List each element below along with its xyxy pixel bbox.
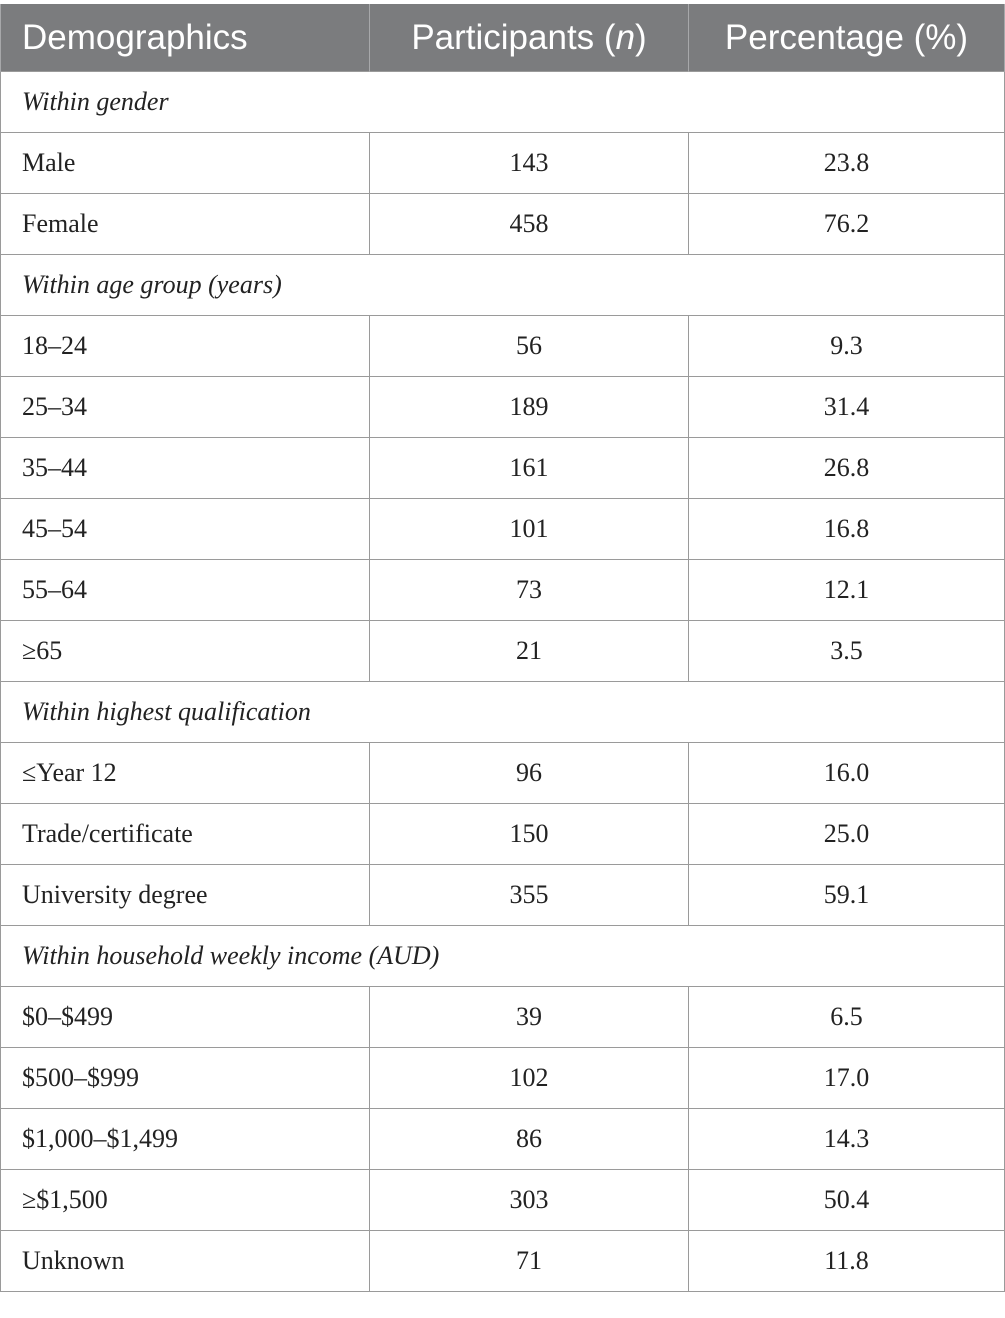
row-participants: 355 xyxy=(370,865,689,926)
table-row xyxy=(1,1231,1005,1292)
section-row xyxy=(1,926,1005,987)
row-percentage: 6.5 xyxy=(689,987,1005,1048)
row-label: Female xyxy=(1,194,370,255)
row-percentage: 31.4 xyxy=(689,377,1005,438)
header-row xyxy=(1,4,1005,72)
row-label: Male xyxy=(1,133,370,194)
row-label: ≤Year 12 xyxy=(1,743,370,804)
table-row xyxy=(1,194,1005,255)
table-row xyxy=(1,377,1005,438)
row-percentage: 76.2 xyxy=(689,194,1005,255)
table-row xyxy=(1,1109,1005,1170)
row-percentage: 12.1 xyxy=(689,560,1005,621)
row-label: $1,000–$1,499 xyxy=(1,1109,370,1170)
row-percentage: 17.0 xyxy=(689,1048,1005,1109)
row-percentage: 3.5 xyxy=(689,621,1005,682)
table-row xyxy=(1,1170,1005,1231)
table-row xyxy=(1,316,1005,377)
table-body xyxy=(1,72,1005,1292)
row-percentage: 16.8 xyxy=(689,499,1005,560)
row-label: ≥$1,500 xyxy=(1,1170,370,1231)
row-participants: 71 xyxy=(370,1231,689,1292)
table-header xyxy=(1,4,1005,72)
table-row xyxy=(1,499,1005,560)
row-label: Unknown xyxy=(1,1231,370,1292)
row-participants: 143 xyxy=(370,133,689,194)
section-title: Within age group (years) xyxy=(1,255,1005,316)
row-label: 55–64 xyxy=(1,560,370,621)
row-participants: 458 xyxy=(370,194,689,255)
row-participants: 101 xyxy=(370,499,689,560)
section-row xyxy=(1,72,1005,133)
row-percentage: 26.8 xyxy=(689,438,1005,499)
row-label: $500–$999 xyxy=(1,1048,370,1109)
row-percentage: 23.8 xyxy=(689,133,1005,194)
row-participants: 21 xyxy=(370,621,689,682)
row-percentage: 14.3 xyxy=(689,1109,1005,1170)
row-label: 18–24 xyxy=(1,316,370,377)
section-title: Within household weekly income (AUD) xyxy=(1,926,1005,987)
table-row xyxy=(1,743,1005,804)
header-participants-prefix: Participants ( xyxy=(411,17,616,57)
row-percentage: 59.1 xyxy=(689,865,1005,926)
section-title: Within gender xyxy=(1,72,1005,133)
row-participants: 39 xyxy=(370,987,689,1048)
header-participants xyxy=(370,4,689,72)
row-label: 35–44 xyxy=(1,438,370,499)
row-percentage: 11.8 xyxy=(689,1231,1005,1292)
section-title: Within highest qualification xyxy=(1,682,1005,743)
header-percentage: Percentage (%) xyxy=(689,4,1005,72)
row-participants: 189 xyxy=(370,377,689,438)
row-label: 45–54 xyxy=(1,499,370,560)
row-label: University degree xyxy=(1,865,370,926)
row-participants: 102 xyxy=(370,1048,689,1109)
row-participants: 150 xyxy=(370,804,689,865)
row-percentage: 25.0 xyxy=(689,804,1005,865)
header-demographics: Demographics xyxy=(1,4,370,72)
demographics-table xyxy=(0,4,1005,1292)
section-row xyxy=(1,255,1005,316)
table-row xyxy=(1,987,1005,1048)
header-participants-suffix: ) xyxy=(635,17,647,57)
section-row xyxy=(1,682,1005,743)
table-row xyxy=(1,1048,1005,1109)
row-participants: 86 xyxy=(370,1109,689,1170)
row-participants: 56 xyxy=(370,316,689,377)
row-participants: 303 xyxy=(370,1170,689,1231)
table-row xyxy=(1,438,1005,499)
row-label: ≥65 xyxy=(1,621,370,682)
table-row xyxy=(1,560,1005,621)
row-participants: 96 xyxy=(370,743,689,804)
row-participants: 161 xyxy=(370,438,689,499)
row-label: Trade/certificate xyxy=(1,804,370,865)
header-participants-n: n xyxy=(615,17,636,57)
table-row xyxy=(1,865,1005,926)
row-participants: 73 xyxy=(370,560,689,621)
table-row xyxy=(1,804,1005,865)
row-label: 25–34 xyxy=(1,377,370,438)
row-label: $0–$499 xyxy=(1,987,370,1048)
row-percentage: 9.3 xyxy=(689,316,1005,377)
table-row xyxy=(1,133,1005,194)
row-percentage: 50.4 xyxy=(689,1170,1005,1231)
table-row xyxy=(1,621,1005,682)
row-percentage: 16.0 xyxy=(689,743,1005,804)
